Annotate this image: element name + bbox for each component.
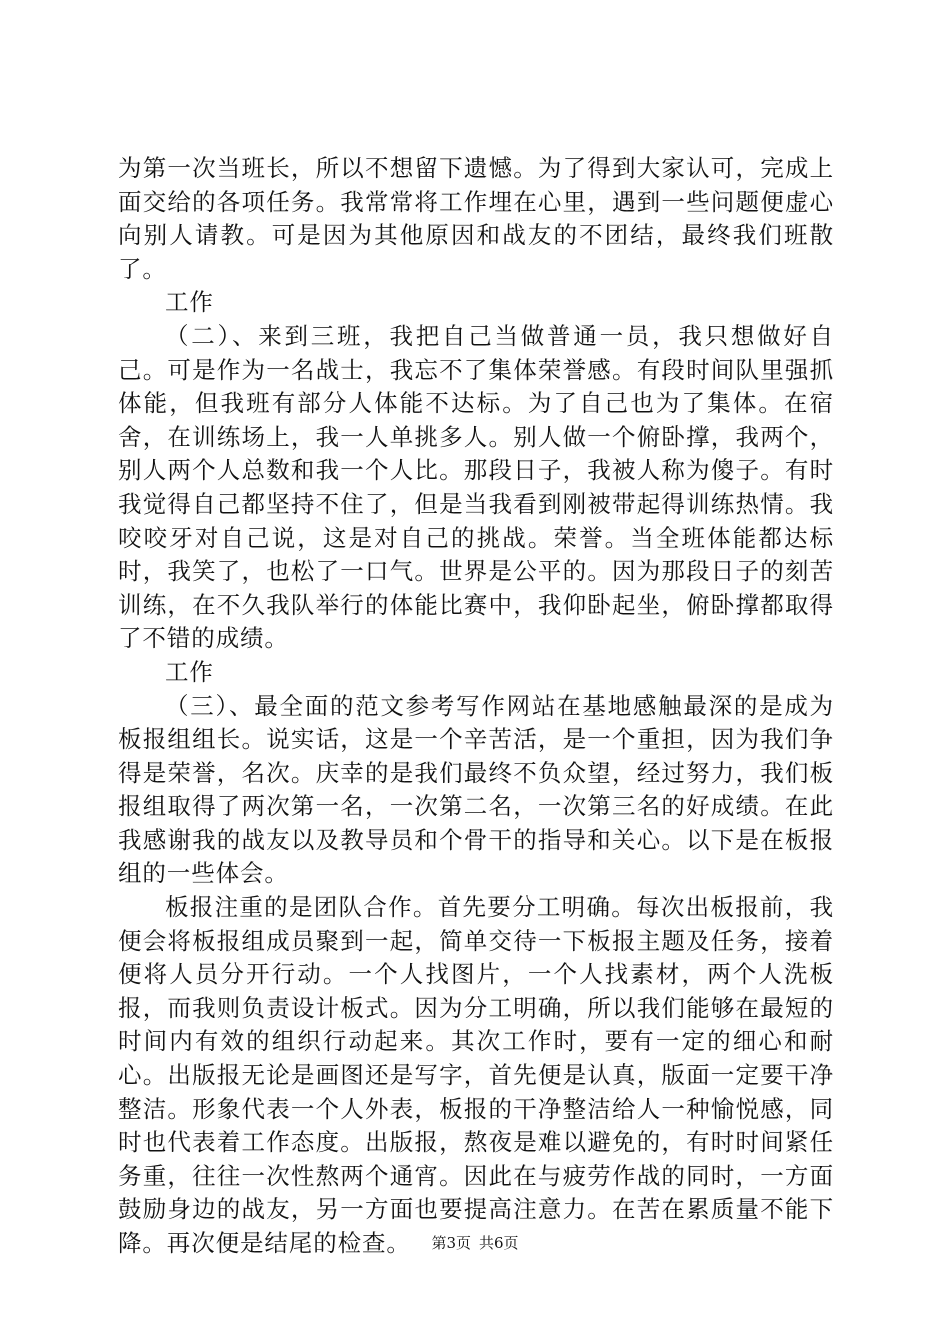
body-text	[118, 152, 834, 1261]
page-total: 共6页	[479, 1234, 519, 1252]
section-label-work-2: 工作	[165, 657, 214, 686]
page-number: 第3页	[431, 1234, 471, 1252]
paragraph-continuation: 为第一次当班长，所以不想留下遗憾。为了得到大家认可，完成上面交给的各项任务。我常常将工作埋在心里，遇到一些问题便虚心向别人请教。可是因为其他原因和战友的不团结，最终我们班散了。	[118, 154, 834, 283]
page-footer	[0, 1232, 950, 1253]
paragraph-section-three: （三）、最全面的范文参考写作网站在基地感触最深的是成为板报组组长。说实话，这是一个辛苦活，是一个重担，因为我们争得是荣誉，名次。庆幸的是我们最终不负众望，经过努力，我们板报组取得了两次第一名，一次第二名，一次第三名的好成绩。在此我感谢我的战友以及教导员和个骨干的指导和关心。以下是在板报组的一些体会。	[118, 691, 834, 888]
section-label-work-1: 工作	[165, 288, 214, 317]
paragraph-section-two: （二）、来到三班，我把自己当做普通一员，我只想做好自己。可是作为一名战士，我忘不了集体荣誉感。有段时间队里强抓体能，但我班有部分人体能不达标。为了自己也为了集体。在宿舍，在训练场上，我一人单挑多人。别人做一个俯卧撑，我两个，别人两个人总数和我一个人比。那段日子，我被人称为傻子。有时我觉得自己都坚持不住了，但是当我看到刚被带起得训练热情。我咬咬牙对自己说，这是对自己的挑战。荣誉。当全班体能都达标时，我笑了，也松了一口气。世界是公平的。因为那段日子的刻苦训练，在不久我队举行的体能比赛中，我仰卧起坐，俯卧撑都取得了不错的成绩。	[118, 321, 834, 653]
paragraph-teamwork: 板报注重的是团队合作。首先要分工明确。每次出板报前，我便会将板报组成员聚到一起，简单交待一下板报主题及任务，接着便将人员分开行动。一个人找图片，一个人找素材，两个人洗板报，而我则负责设计板式。因为分工明确，所以我们能够在最短的时间内有效的组织行动起来。其次工作时，要有一定的细心和耐心。出版报无论是画图还是写字，首先便是认真，版面一定要干净整洁。形象代表一个人外表，板报的干净整洁给人一种愉悦感，同时也代表着工作态度。出版报，熬夜是难以避免的，有时时间紧任务重，往往一次性熬两个通宵。因此在与疲劳作战的同时，一方面鼓励身边的战友，另一方面也要提高注意力。在苦在累质量不能下降。再次便是结尾的检查。	[118, 893, 834, 1257]
